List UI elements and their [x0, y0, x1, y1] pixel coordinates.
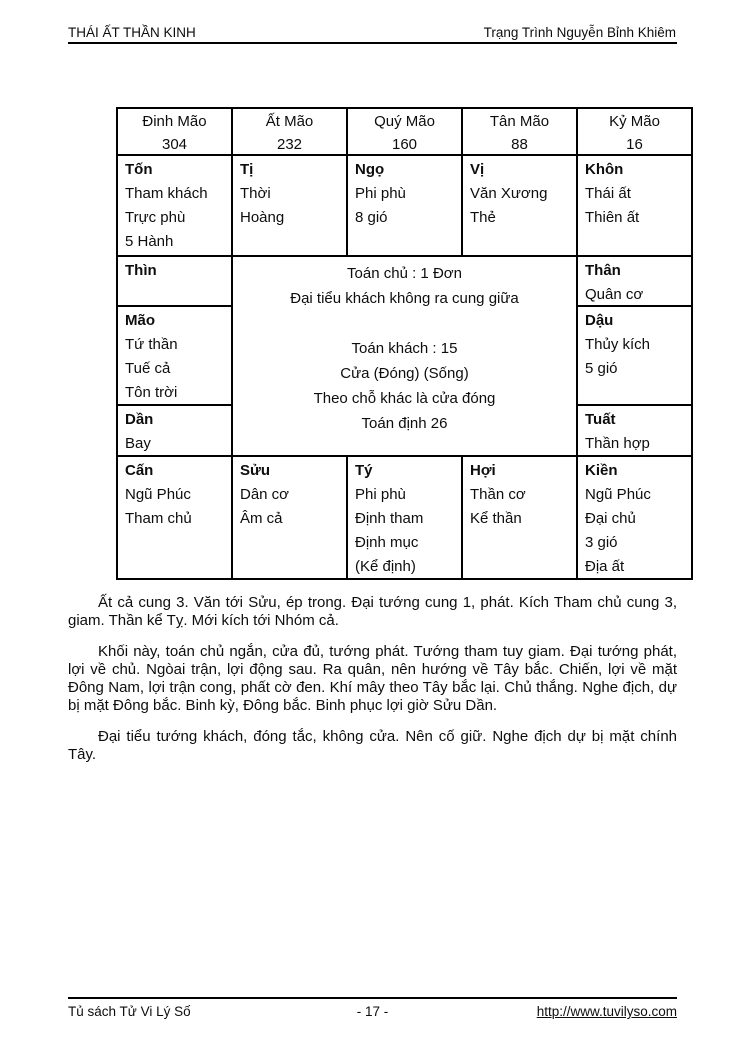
- year-cell-ky-mao: [578, 109, 691, 154]
- cell-center-calculation: [233, 257, 576, 455]
- commentary-text: [68, 594, 677, 776]
- palace-line: Ngũ Phúc: [125, 486, 191, 503]
- cell-mao: [118, 307, 231, 404]
- year-number: 16: [626, 136, 643, 153]
- year-name: Ất Mão: [265, 113, 314, 130]
- palace-title: Hợi: [470, 462, 496, 479]
- palace-line: Quân cơ: [585, 286, 644, 303]
- palace-title: Thìn: [125, 262, 157, 279]
- center-line-cua: Cửa (Đóng) (Sống): [340, 365, 469, 382]
- year-name: Kỷ Mão: [609, 113, 660, 130]
- cell-ti: [233, 156, 346, 255]
- palace-line: Âm cả: [240, 510, 283, 527]
- center-line-toan-chu: Toán chủ : 1 Đơn: [347, 265, 462, 282]
- footer-website-link[interactable]: http://www.tuvilyso.com: [536, 1004, 677, 1019]
- center-line-blank: [240, 311, 569, 336]
- cell-than: [578, 257, 691, 305]
- header-book-title: THÁI ẤT THẦN KINH: [68, 25, 196, 40]
- footer-rule: [68, 997, 677, 999]
- palace-title: Sửu: [240, 462, 271, 479]
- year-number: 232: [276, 136, 303, 153]
- palace-line: Định tham: [355, 510, 424, 527]
- palace-title: Tị: [240, 161, 254, 178]
- cell-thin: [118, 257, 231, 305]
- year-number: 304: [161, 136, 188, 153]
- palace-line: (Kể định): [355, 558, 416, 575]
- palace-line: Địa ất: [585, 558, 625, 575]
- palace-title: Mão: [125, 312, 155, 329]
- cell-suu: [233, 457, 346, 578]
- year-number: 160: [391, 136, 418, 153]
- year-cell-tan-mao: [463, 109, 576, 154]
- palace-line: Thần hợp: [585, 435, 650, 452]
- page-number: - 17 -: [356, 1004, 389, 1019]
- palace-line: Phi phù: [355, 185, 406, 202]
- year-cell-dinh-mao: [118, 109, 231, 154]
- cell-dau: [578, 307, 691, 404]
- year-cell-quy-mao: [348, 109, 461, 154]
- palace-line: Đại chủ: [585, 510, 636, 527]
- year-cell-at-mao: [233, 109, 346, 154]
- palace-line: Tuế cả: [125, 360, 171, 377]
- palace-title: Dần: [125, 411, 154, 428]
- cell-khon: [578, 156, 691, 255]
- palace-line: Kể thần: [470, 510, 522, 527]
- palace-line: Bay: [125, 435, 151, 452]
- cell-kien: [578, 457, 691, 578]
- palace-line: Thủy kích: [585, 336, 651, 353]
- palace-line: Thái ất: [585, 185, 631, 202]
- page-header: [68, 25, 676, 40]
- palace-title: Khôn: [585, 161, 624, 178]
- paragraph-2: Khối này, toán chủ ngắn, cửa đủ, tướng phát. Tướng tham tuy giam. Đại tướng phát, lợi về chủ. Ngòai trận, lợi động sau. Ra quân, nên hướng về Tây bắc. Chiến, lợi về mặt Đông Nam, lợi trận cong, phất cờ đen. Khí mây theo Tây bắc lại. Chủ thắng. Nghe địch, dự bị mặt Đông bắc. Binh kỳ, Đông bắc. Binh phục lợi giờ Sửu Dần.: [68, 642, 677, 715]
- palace-line: 8 gió: [355, 209, 388, 226]
- thai-at-chart-table: [116, 107, 693, 580]
- palace-line: Tham chủ: [125, 510, 192, 527]
- palace-title: Ngọ: [355, 161, 385, 178]
- cell-vi: [463, 156, 576, 255]
- palace-line: Trực phù: [125, 209, 186, 226]
- palace-line: 5 Hành: [125, 233, 174, 250]
- header-author: Trạng Trình Nguyễn Bỉnh Khiêm: [483, 25, 676, 40]
- palace-title: Tốn: [125, 161, 153, 178]
- palace-line: Phi phù: [355, 486, 406, 503]
- palace-line: 5 gió: [585, 360, 618, 377]
- palace-title: Dậu: [585, 312, 614, 329]
- paragraph-1: Ất cả cung 3. Văn tới Sửu, ép trong. Đại tướng cung 1, phát. Kích Tham chủ cung 3, giam. Thần kể Tỵ. Mới kích tới Nhóm cả.: [68, 594, 677, 630]
- cell-ton: [118, 156, 231, 255]
- year-name: Quý Mão: [374, 113, 435, 130]
- palace-line: Thần cơ: [470, 486, 526, 503]
- palace-title: Thân: [585, 262, 621, 279]
- palace-title: Cấn: [125, 462, 154, 479]
- palace-line: 3 gió: [585, 534, 618, 551]
- cell-can: [118, 457, 231, 578]
- cell-tuat: [578, 406, 691, 455]
- cell-hoi: [463, 457, 576, 578]
- palace-line: Hoàng: [240, 209, 285, 226]
- palace-title: Vị: [470, 161, 485, 178]
- palace-line: Thời: [240, 185, 271, 202]
- cell-dan: [118, 406, 231, 455]
- palace-line: Tham khách: [125, 185, 208, 202]
- paragraph-3: Đại tiểu tướng khách, đóng tắc, không cửa. Nên cố giữ. Nghe địch dự bị mặt chính Tây.: [68, 727, 677, 764]
- palace-line: Dân cơ: [240, 486, 290, 503]
- palace-line: Thiên ất: [585, 209, 640, 226]
- cell-ngo: [348, 156, 461, 255]
- year-name: Tân Mão: [489, 113, 550, 130]
- year-number: 88: [511, 136, 528, 153]
- cell-ty: [348, 457, 461, 578]
- palace-line: Tứ thần: [125, 336, 178, 353]
- footer-collection-label: Tủ sách Tử Vi Lý Số: [68, 1004, 191, 1019]
- center-line-theo-cho: Theo chỗ khác là cửa đóng: [313, 390, 496, 407]
- center-line-toan-dinh: Toán định 26: [361, 415, 448, 432]
- palace-line: Định mục: [355, 534, 419, 551]
- year-name: Đinh Mão: [142, 113, 207, 130]
- palace-line: Văn Xương: [470, 185, 548, 202]
- palace-line: Ngũ Phúc: [585, 486, 651, 503]
- palace-line: Thẻ: [470, 209, 496, 226]
- palace-title: Kiền: [585, 462, 618, 479]
- palace-title: Tý: [355, 462, 373, 479]
- header-rule: [68, 42, 677, 44]
- center-line-khach-cung-giua: Đại tiểu khách không ra cung giữa: [290, 290, 519, 307]
- center-line-toan-khach: Toán khách : 15: [351, 340, 458, 357]
- palace-line: Tôn trời: [125, 384, 178, 401]
- palace-title: Tuất: [585, 411, 616, 428]
